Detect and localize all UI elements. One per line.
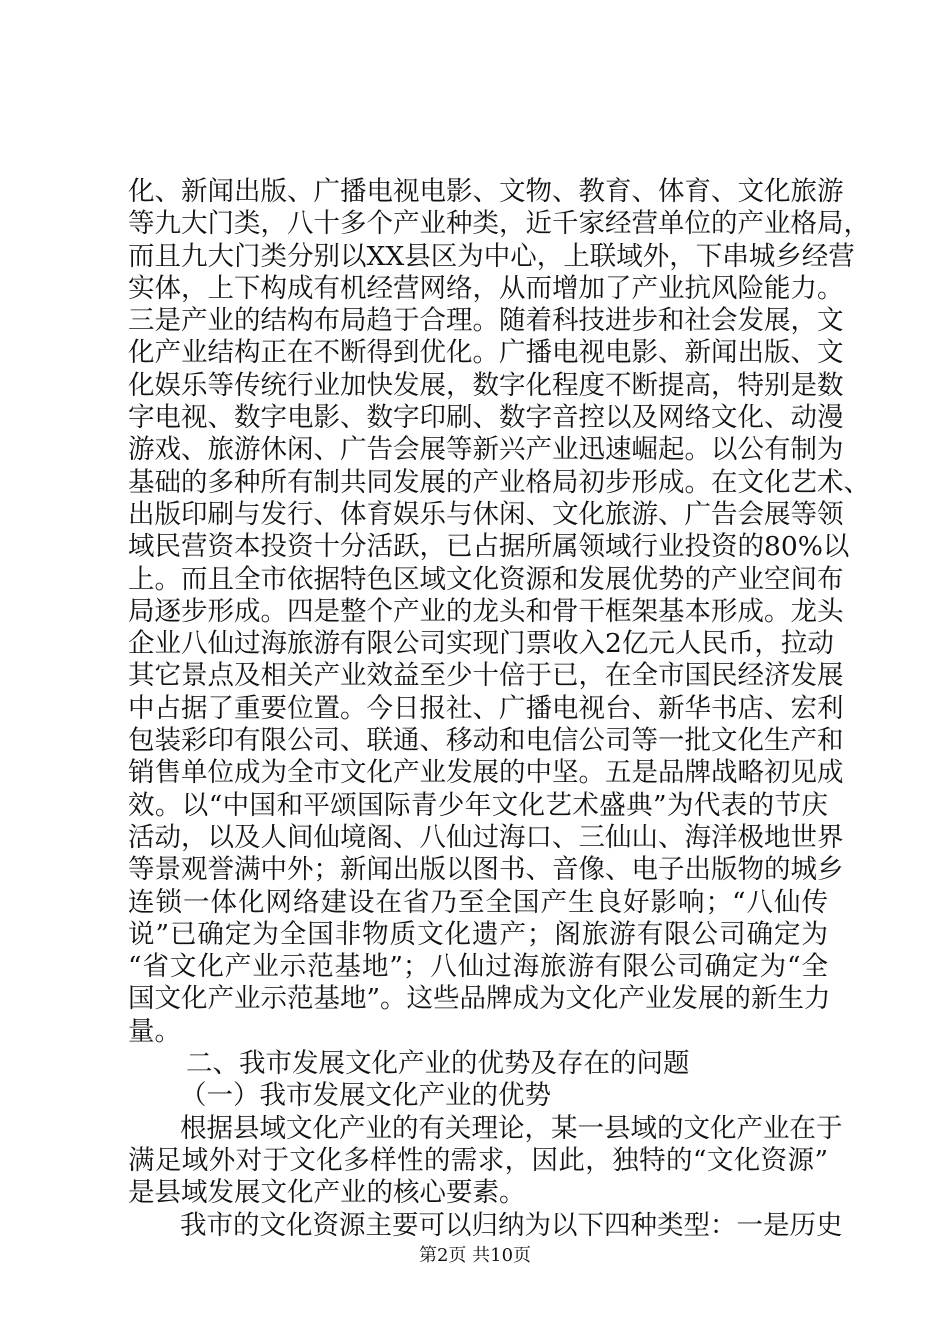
subsection-heading: （一）我市发展文化产业的优势 — [180, 1080, 551, 1112]
body-paragraph — [128, 176, 870, 1048]
text-line: 等景观誉满中外；新闻出版以图书、音像、电子出版物的城乡 — [128, 854, 844, 886]
text-line: 量。 — [128, 1015, 181, 1047]
text-line: 其它景点及相关产业效益至少十倍于已，在全市国民经济发展 — [128, 660, 844, 692]
text-line: 三是产业的结构布局趋于合理。随着科技进步和社会发展，文 — [128, 305, 844, 337]
text-line: 化、新闻出版、广播电视电影、文物、教育、体育、文化旅游 — [128, 176, 844, 207]
document-body — [128, 176, 870, 1242]
text-line: 上。而且全市依据特色区域文化资源和发展优势的产业空间布 — [128, 563, 844, 595]
text-line: 说”已确定为全国非物质文化遗产；阁旅游有限公司确定为 — [128, 918, 828, 950]
page-footer: 第2页 共10页 — [418, 1245, 532, 1266]
text-line: 基础的多种所有制共同发展的产业格局初步形成。在文化艺术、 — [128, 466, 870, 498]
text-line: 而且九大门类分别以XX县区为中心，上联域外，下串城乡经营 — [128, 240, 855, 272]
text-line: 域民营资本投资十分活跃，已占据所属领域行业投资的80%以 — [128, 531, 850, 563]
text-line: 实体，上下构成有机经营网络，从而增加了产业抗风险能力。 — [128, 272, 844, 304]
text-line: 等九大门类，八十多个产业种类，近千家经营单位的产业格局， — [128, 208, 870, 240]
paragraph-2 — [128, 1112, 843, 1210]
text-line: 化产业结构正在不断得到优化。广播电视电影、新闻出版、文 — [128, 337, 844, 369]
text-line: 游戏、旅游休闲、广告会展等新兴产业迅速崛起。以公有制为 — [128, 434, 844, 466]
text-line: 字电视、数字电影、数字印刷、数字音控以及网络文化、动漫 — [128, 402, 844, 434]
text-line: 出版印刷与发行、体育娱乐与休闲、文化旅游、广告会展等领 — [128, 498, 844, 530]
text-line: 连锁一体化网络建设在省乃至全国产生良好影响；“八仙传 — [128, 886, 828, 918]
text-line: 包装彩印有限公司、联通、移动和电信公司等一批文化生产和 — [128, 725, 844, 757]
text-line: 中占据了重要位置。今日报社、广播电视台、新华书店、宏利 — [128, 692, 844, 724]
text-line: 化娱乐等传统行业加快发展，数字化程度不断提高，特别是数 — [128, 369, 844, 401]
text-line: 销售单位成为全市文化产业发展的中坚。五是品牌战略初见成 — [128, 757, 844, 789]
text-line: 是县域发展文化产业的核心要素。 — [128, 1177, 526, 1209]
text-line: 局逐步形成。四是整个产业的龙头和骨干框架基本形成。龙头 — [128, 595, 844, 627]
section-heading: 二、我市发展文化产业的优势及存在的问题 — [186, 1048, 690, 1080]
text-line: 满足域外对于文化多样性的需求，因此，独特的“文化资源” — [128, 1144, 828, 1176]
paragraph-3 — [128, 1209, 843, 1242]
text-line: 企业八仙过海旅游有限公司实现门票收入2亿元人民币，拉动 — [128, 628, 834, 660]
text-line: 根据县域文化产业的有关理论，某一县域的文化产业在于 — [180, 1112, 843, 1144]
text-line: 活动，以及人间仙境阁、八仙过海口、三仙山、海洋极地世界 — [128, 821, 844, 853]
text-line: 效。以“中国和平颂国际青少年文化艺术盛典”为代表的节庆 — [128, 789, 828, 821]
text-line: 国文化产业示范基地”。这些品牌成为文化产业发展的新生力 — [128, 983, 831, 1015]
text-line: 我市的文化资源主要可以归纳为以下四种类型：一是历史 — [180, 1209, 843, 1241]
text-line: “省文化产业示范基地”；八仙过海旅游有限公司确定为“全 — [128, 951, 828, 983]
